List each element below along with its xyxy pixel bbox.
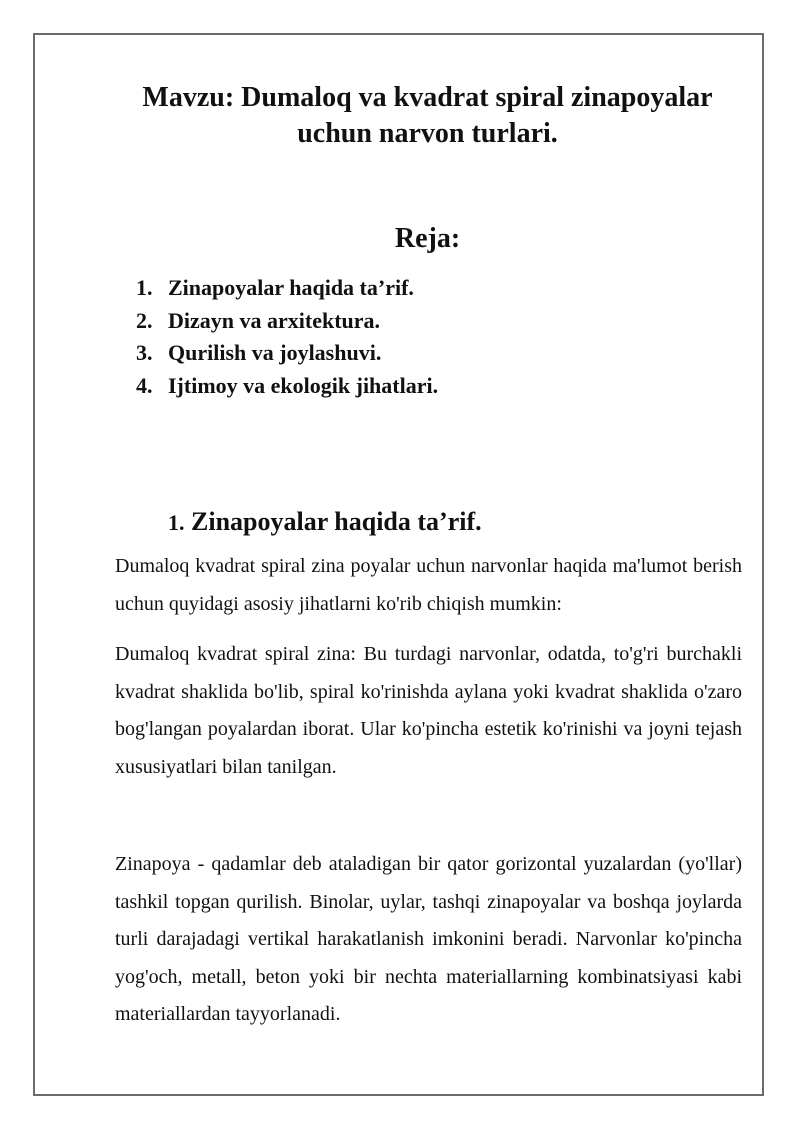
paragraph: Dumaloq kvadrat spiral zina: Bu turdagi narvonlar, odatda, to'g'ri burchakli kvadrat shaklida bo'lib, spiral ko'rinishda aylana yoki kvadrat shaklida o'zaro bog'langan poyalardan iborat. Ular ko'pincha estetik ko'rinishi va joyni tejash xususiyatlari bilan tanilgan. bbox=[115, 643, 742, 778]
plan-item-text: Ijtimoy va ekologik jihatlari. bbox=[168, 372, 439, 398]
plan-item-number: 3. bbox=[136, 340, 153, 365]
section-number: 1. bbox=[168, 510, 185, 535]
document-title-line-2: uchun narvon turlari. bbox=[297, 118, 558, 149]
plan-item bbox=[136, 305, 438, 338]
paragraph: Zinapoya - qadamlar deb ataladigan bir qator gorizontal yuzalardan (yo'llar) tashkil topgan qurilish. Binolar, uylar, tashqi zinapoyalar va boshqa joylarda turli darajadagi vertikal harakatlanish imkonini beradi. Narvonlar ko'pincha yog'och, metall, beton yoki bir nechta materiallarning kombinatsiyasi kabi materiallardan tayyorlanadi. bbox=[115, 853, 742, 1025]
plan-item-text: Zinapoyalar haqida ta’rif. bbox=[168, 275, 414, 300]
paragraph: Dumaloq kvadrat spiral zina poyalar uchun narvonlar haqida ma'lumot berish uchun quyidagi asosiy jihatlarni ko'rib chiqish mumkin: bbox=[115, 555, 742, 615]
plan-item bbox=[136, 272, 438, 305]
plan-heading: Reja: bbox=[394, 223, 461, 254]
plan-list bbox=[136, 272, 438, 402]
plan-item-text: Dizayn va arxitektura. bbox=[168, 307, 381, 333]
plan-item-number: 4. bbox=[136, 372, 153, 398]
plan-item bbox=[136, 370, 438, 403]
section-heading bbox=[168, 505, 482, 540]
document-title bbox=[55, 80, 800, 152]
plan-item bbox=[136, 337, 438, 370]
plan-item-number: 1. bbox=[136, 275, 153, 300]
document-title-line-1: Mavzu: Dumaloq va kvadrat spiral zinapoyalar bbox=[142, 82, 713, 113]
plan-item-text: Qurilish va joylashuvi. bbox=[168, 340, 382, 365]
section-title: Zinapoyalar haqida ta’rif. bbox=[191, 507, 482, 536]
plan-item-number: 2. bbox=[136, 307, 153, 333]
